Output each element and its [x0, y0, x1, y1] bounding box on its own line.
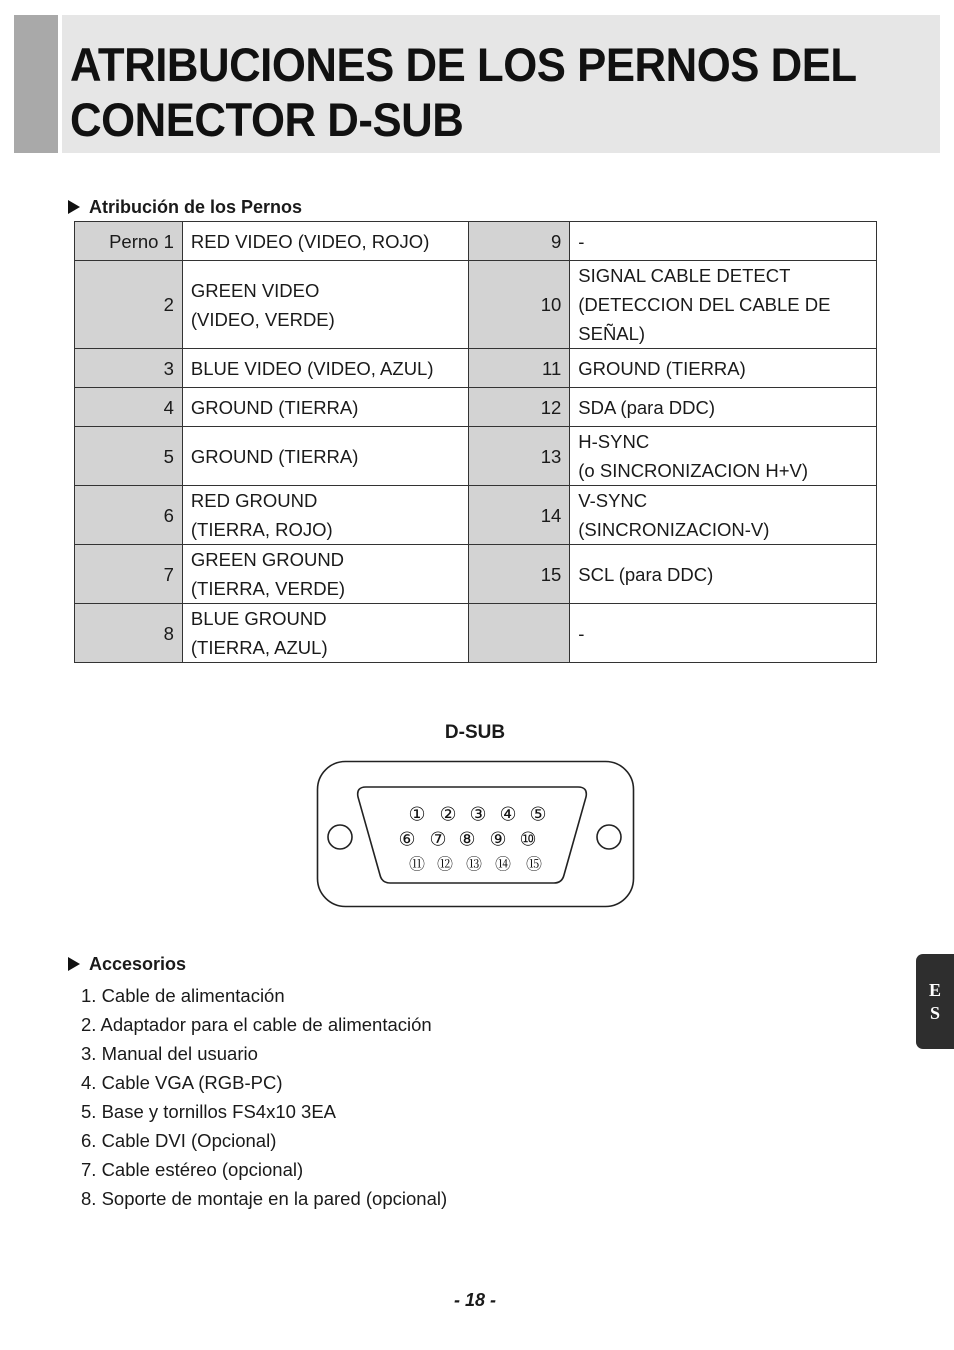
pin-description-line: BLUE VIDEO (VIDEO, AZUL)	[190, 357, 434, 379]
right-screw-hole	[597, 825, 621, 849]
pin-section-heading	[68, 196, 302, 218]
pin-description-line: GROUND (TIERRA)	[578, 357, 746, 379]
table-row	[75, 349, 877, 388]
pin-label: ⑮	[525, 854, 543, 874]
pin-description-line: -	[578, 230, 585, 252]
accessories-heading	[68, 953, 186, 975]
language-tab-letter-1: E	[928, 979, 941, 1000]
language-tab-letter-2: S	[929, 1002, 940, 1023]
pin-number-cell: 2	[75, 261, 183, 349]
pin-number-cell: 5	[75, 427, 183, 486]
pin-label: ③	[469, 803, 487, 826]
page-title	[70, 37, 870, 147]
pin-description-line: GREEN GROUND	[190, 549, 345, 570]
play-triangle-icon	[68, 957, 80, 971]
list-item: 3. Manual del usuario	[81, 1043, 258, 1064]
pin-assignment-table	[74, 221, 877, 663]
pin-description-line: SDA (para DDC)	[578, 396, 715, 418]
play-triangle-icon	[68, 200, 80, 214]
table-row	[75, 604, 877, 663]
pin-description-line: (SINCRONIZACION-V)	[578, 519, 770, 540]
pin-description-cell	[182, 388, 469, 427]
pin-description-cell	[182, 427, 469, 486]
list-item: 7. Cable estéreo (opcional)	[81, 1159, 304, 1180]
pin-description-cell	[570, 349, 877, 388]
pin-label: ⑭	[494, 854, 512, 874]
pin-description-cell	[570, 427, 877, 486]
pin-description-line: SIGNAL CABLE DETECT	[578, 265, 791, 286]
list-item: 6. Cable DVI (Opcional)	[81, 1130, 277, 1151]
pin-description-cell	[182, 222, 469, 261]
pin-description-cell	[570, 486, 877, 545]
diagram-title: D-SUB	[444, 722, 506, 743]
table-row	[75, 545, 877, 604]
pin-description-cell	[570, 388, 877, 427]
pin-label: ⑤	[529, 803, 547, 826]
pin-description-line: SEÑAL)	[578, 323, 646, 344]
pin-description-cell	[182, 604, 469, 663]
pin-number-cell: 7	[75, 545, 183, 604]
pin-description-line: (TIERRA, ROJO)	[190, 519, 333, 540]
pin-label: ⑨	[489, 828, 507, 851]
left-screw-hole	[328, 825, 352, 849]
pin-number-cell: Perno 1	[75, 222, 183, 261]
pin-label: ⑬	[465, 854, 483, 874]
pin-label: ②	[439, 803, 457, 826]
pin-description-line: RED GROUND	[190, 490, 318, 511]
pin-description-line: (TIERRA, AZUL)	[190, 637, 328, 658]
pin-number-cell: 4	[75, 388, 183, 427]
page-header	[14, 15, 940, 153]
pin-description-line: (o SINCRONIZACION H+V)	[578, 460, 808, 481]
pin-label: ⑧	[458, 828, 476, 851]
pin-number-cell	[469, 604, 570, 663]
pin-number-cell: 10	[469, 261, 570, 349]
list-item: 8. Soporte de montaje en la pared (opcional)	[81, 1188, 448, 1209]
pin-description-line: H-SYNC	[578, 431, 650, 452]
table-row	[75, 222, 877, 261]
pin-label: ⑪	[408, 854, 426, 874]
pin-section-heading-text: Atribución de los Pernos	[89, 197, 303, 217]
pin-number-cell: 8	[75, 604, 183, 663]
pin-description-cell	[570, 261, 877, 349]
pin-number-cell: 15	[469, 545, 570, 604]
pin-description-line: (TIERRA, VERDE)	[190, 578, 346, 599]
pin-description-cell	[182, 486, 469, 545]
pin-number-cell: 9	[469, 222, 570, 261]
pin-description-cell	[182, 261, 469, 349]
pin-label: ⑦	[429, 828, 447, 851]
page-title-line-2: CONECTOR D-SUB	[70, 93, 464, 146]
pin-description-line: RED VIDEO (VIDEO, ROJO)	[190, 230, 430, 252]
table-row	[75, 388, 877, 427]
header-accent-bar	[14, 15, 58, 153]
accessories-list	[81, 981, 447, 1213]
page-title-line-1: ATRIBUCIONES DE LOS PERNOS DEL	[70, 38, 857, 91]
pin-description-line: GROUND (TIERRA)	[190, 445, 359, 467]
table-row	[75, 261, 877, 349]
pin-label: ①	[408, 803, 426, 826]
pin-number-cell: 14	[469, 486, 570, 545]
list-item: 1. Cable de alimentación	[81, 985, 285, 1006]
pin-description-line: SCL (para DDC)	[578, 563, 714, 585]
pin-description-line: -	[578, 622, 585, 644]
pin-description-line: GROUND (TIERRA)	[190, 396, 359, 418]
d-sub-connector-diagram	[316, 760, 636, 908]
pin-label: ⑫	[436, 854, 454, 874]
page-number: - 18 -	[453, 1290, 496, 1310]
pin-description-line: (DETECCION DEL CABLE DE	[578, 294, 831, 315]
pin-description-cell	[182, 545, 469, 604]
pin-description-line: (VIDEO, VERDE)	[190, 308, 335, 330]
pin-label: ⑩	[519, 828, 537, 851]
pin-description-line: V-SYNC	[578, 490, 648, 511]
pin-number-cell: 6	[75, 486, 183, 545]
language-tab	[916, 954, 954, 1049]
accessories-heading-text: Accesorios	[89, 954, 187, 974]
pin-description-line: GREEN VIDEO	[190, 279, 320, 301]
list-item: 4. Cable VGA (RGB-PC)	[81, 1072, 283, 1093]
list-item: 2. Adaptador para el cable de alimentación	[81, 1014, 432, 1035]
pin-label: ④	[499, 803, 517, 826]
pin-number-cell: 11	[469, 349, 570, 388]
pin-number-cell: 13	[469, 427, 570, 486]
pin-description-cell	[570, 545, 877, 604]
pin-description-cell	[570, 222, 877, 261]
pin-description-cell	[570, 604, 877, 663]
pin-label: ⑥	[398, 828, 416, 851]
pin-description-line: BLUE GROUND	[190, 608, 327, 629]
table-row	[75, 427, 877, 486]
list-item: 5. Base y tornillos FS4x10 3EA	[81, 1101, 337, 1122]
pin-number-cell: 3	[75, 349, 183, 388]
table-row	[75, 486, 877, 545]
pin-number-cell: 12	[469, 388, 570, 427]
pin-description-cell	[182, 349, 469, 388]
